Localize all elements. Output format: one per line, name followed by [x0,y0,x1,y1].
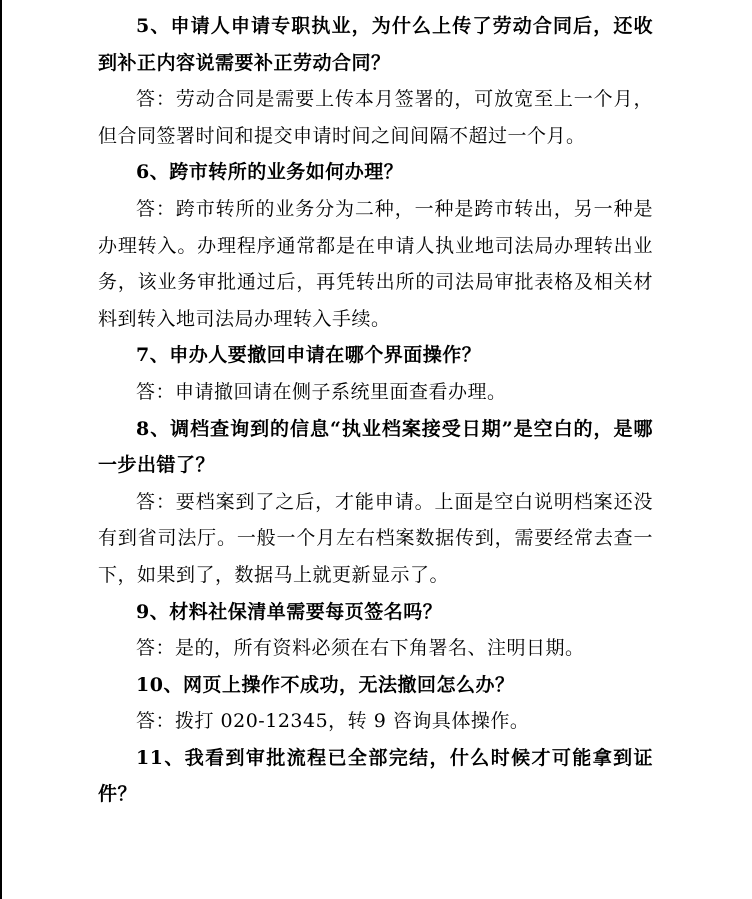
faq-question-10: 10、网页上操作不成功，无法撤回怎么办？ [136,673,515,696]
faq-question-9: 9、材料社保清单需要每页签名吗？ [136,600,443,623]
faq-question-6: 6、跨市转所的业务如何办理？ [136,161,404,184]
faq-question-5: 5、申请人申请专职执业，为什么上传了劳动合同后，还收到补正内容说需要补正劳动合同？ [98,15,653,74]
faq-answer-7: 答：申请撤回请在侧子系统里面查看办理。 [136,380,507,403]
faq-answer-10: 答：拨打 020-12345，转 9 咨询具体操作。 [136,710,530,733]
faq-question-11: 11、我看到审批流程已全部完结，什么时候才可能拿到证件？ [98,746,653,806]
faq-answer-8: 答：要档案到了之后，才能申请。上面是空白说明档案还没有到省司法厅。一般一个月左右档案数据传到，需要经常去查一下，如果到了，数据马上就更新显示了。 [98,490,653,586]
page-left-edge [0,0,2,899]
faq-answer-5: 答：劳动合同是需要上传本月签署的，可放宽至上一个月，但合同签署时间和提交申请时间之间间隔不超过一个月。 [98,88,653,147]
faq-answer-6: 答：跨市转所的业务分为二种，一种是跨市转出，另一种是办理转入。办理程序通常都是在申请人执业地司法局办理转出业务，该业务审批通过后，再凭转出所的司法局审批表格及相关材料到转入地司法局办理转入手续。 [98,197,653,330]
faq-answer-9: 答：是的，所有资料必须在右下角署名、注明日期。 [136,637,585,660]
faq-document [98,8,653,813]
faq-question-8: 8、调档查询到的信息“执业档案接受日期”是空白的，是哪一步出错了？ [98,417,653,477]
faq-question-7: 7、申办人要撤回申请在哪个界面操作？ [136,344,482,367]
